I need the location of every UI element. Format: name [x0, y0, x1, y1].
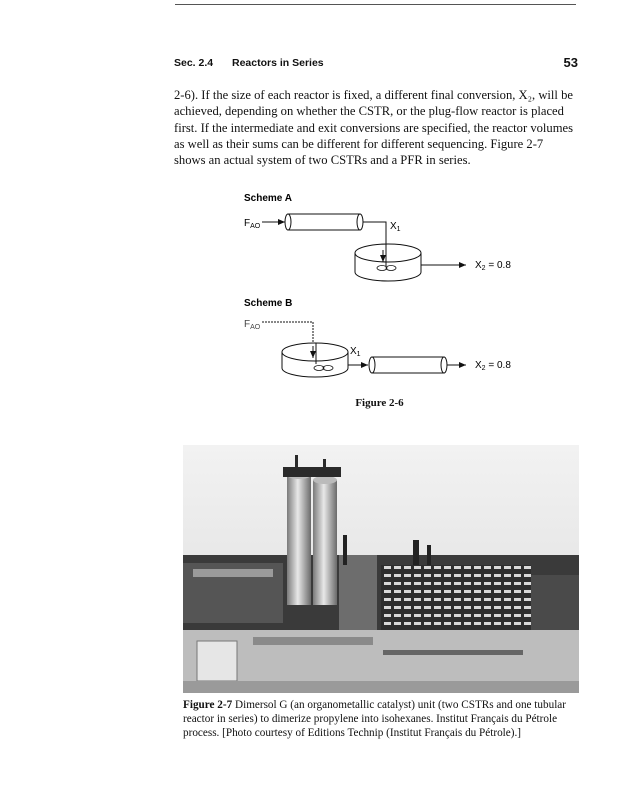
- figure-2-6-caption-wrap: [0, 393, 621, 411]
- cstr-a: [355, 244, 421, 281]
- scheme-b-label: Scheme B: [244, 298, 293, 309]
- x1-label-a: $X_1$: [390, 221, 401, 233]
- figure-2-7-caption-label: Figure 2-7: [183, 699, 233, 711]
- body-line: first. If the intermediate and exit conversions are specified, the reactor volumes: [174, 120, 573, 135]
- pfr-tube-a: [285, 214, 363, 230]
- x2-label-a: $X_2 = 0.8$: [475, 260, 511, 272]
- feed-label-b: $F_{AO}$: [244, 319, 261, 331]
- cstr-b: [282, 343, 348, 377]
- body-line: achieved, depending on whether the CSTR, or the plug-flow reactor is placed: [174, 104, 564, 119]
- figure-2-7-caption: [183, 698, 579, 741]
- page-number: 53: [563, 55, 578, 70]
- body-line: 2-6). If the size of each reactor is fixed, a different final conversion, X₂, will be: [174, 88, 573, 102]
- section-title: Reactors in Series: [232, 57, 324, 69]
- figure-2-7-photo: [183, 445, 579, 693]
- pfr-tube-b: [369, 357, 447, 373]
- x2-label-b: $X_2 = 0.8$: [475, 360, 511, 372]
- feed-label-a: $F_{AO}$: [244, 218, 261, 230]
- scheme-a-label: Scheme A: [244, 193, 292, 204]
- x1-label-b: $X_1$: [350, 346, 361, 358]
- body-line: shows an actual system of two CSTRs and a PFR in series.: [174, 153, 471, 168]
- section-number: Sec. 2.4: [174, 57, 214, 69]
- body-line: as well as their sums can be different for different sequencing. Figure 2-7: [174, 136, 544, 151]
- figure-2-6-caption: Figure 2-6: [355, 397, 404, 409]
- figure-2-7-caption-text: Dimersol G (an organometallic catalyst) unit (two CSTRs and one tubular reactor in series) to dimerize propylene into isohexanes. Institut Français du Pétrole process. [Photo courtesy of Editions Technip (Institut Français du Pétrole).]: [183, 699, 566, 740]
